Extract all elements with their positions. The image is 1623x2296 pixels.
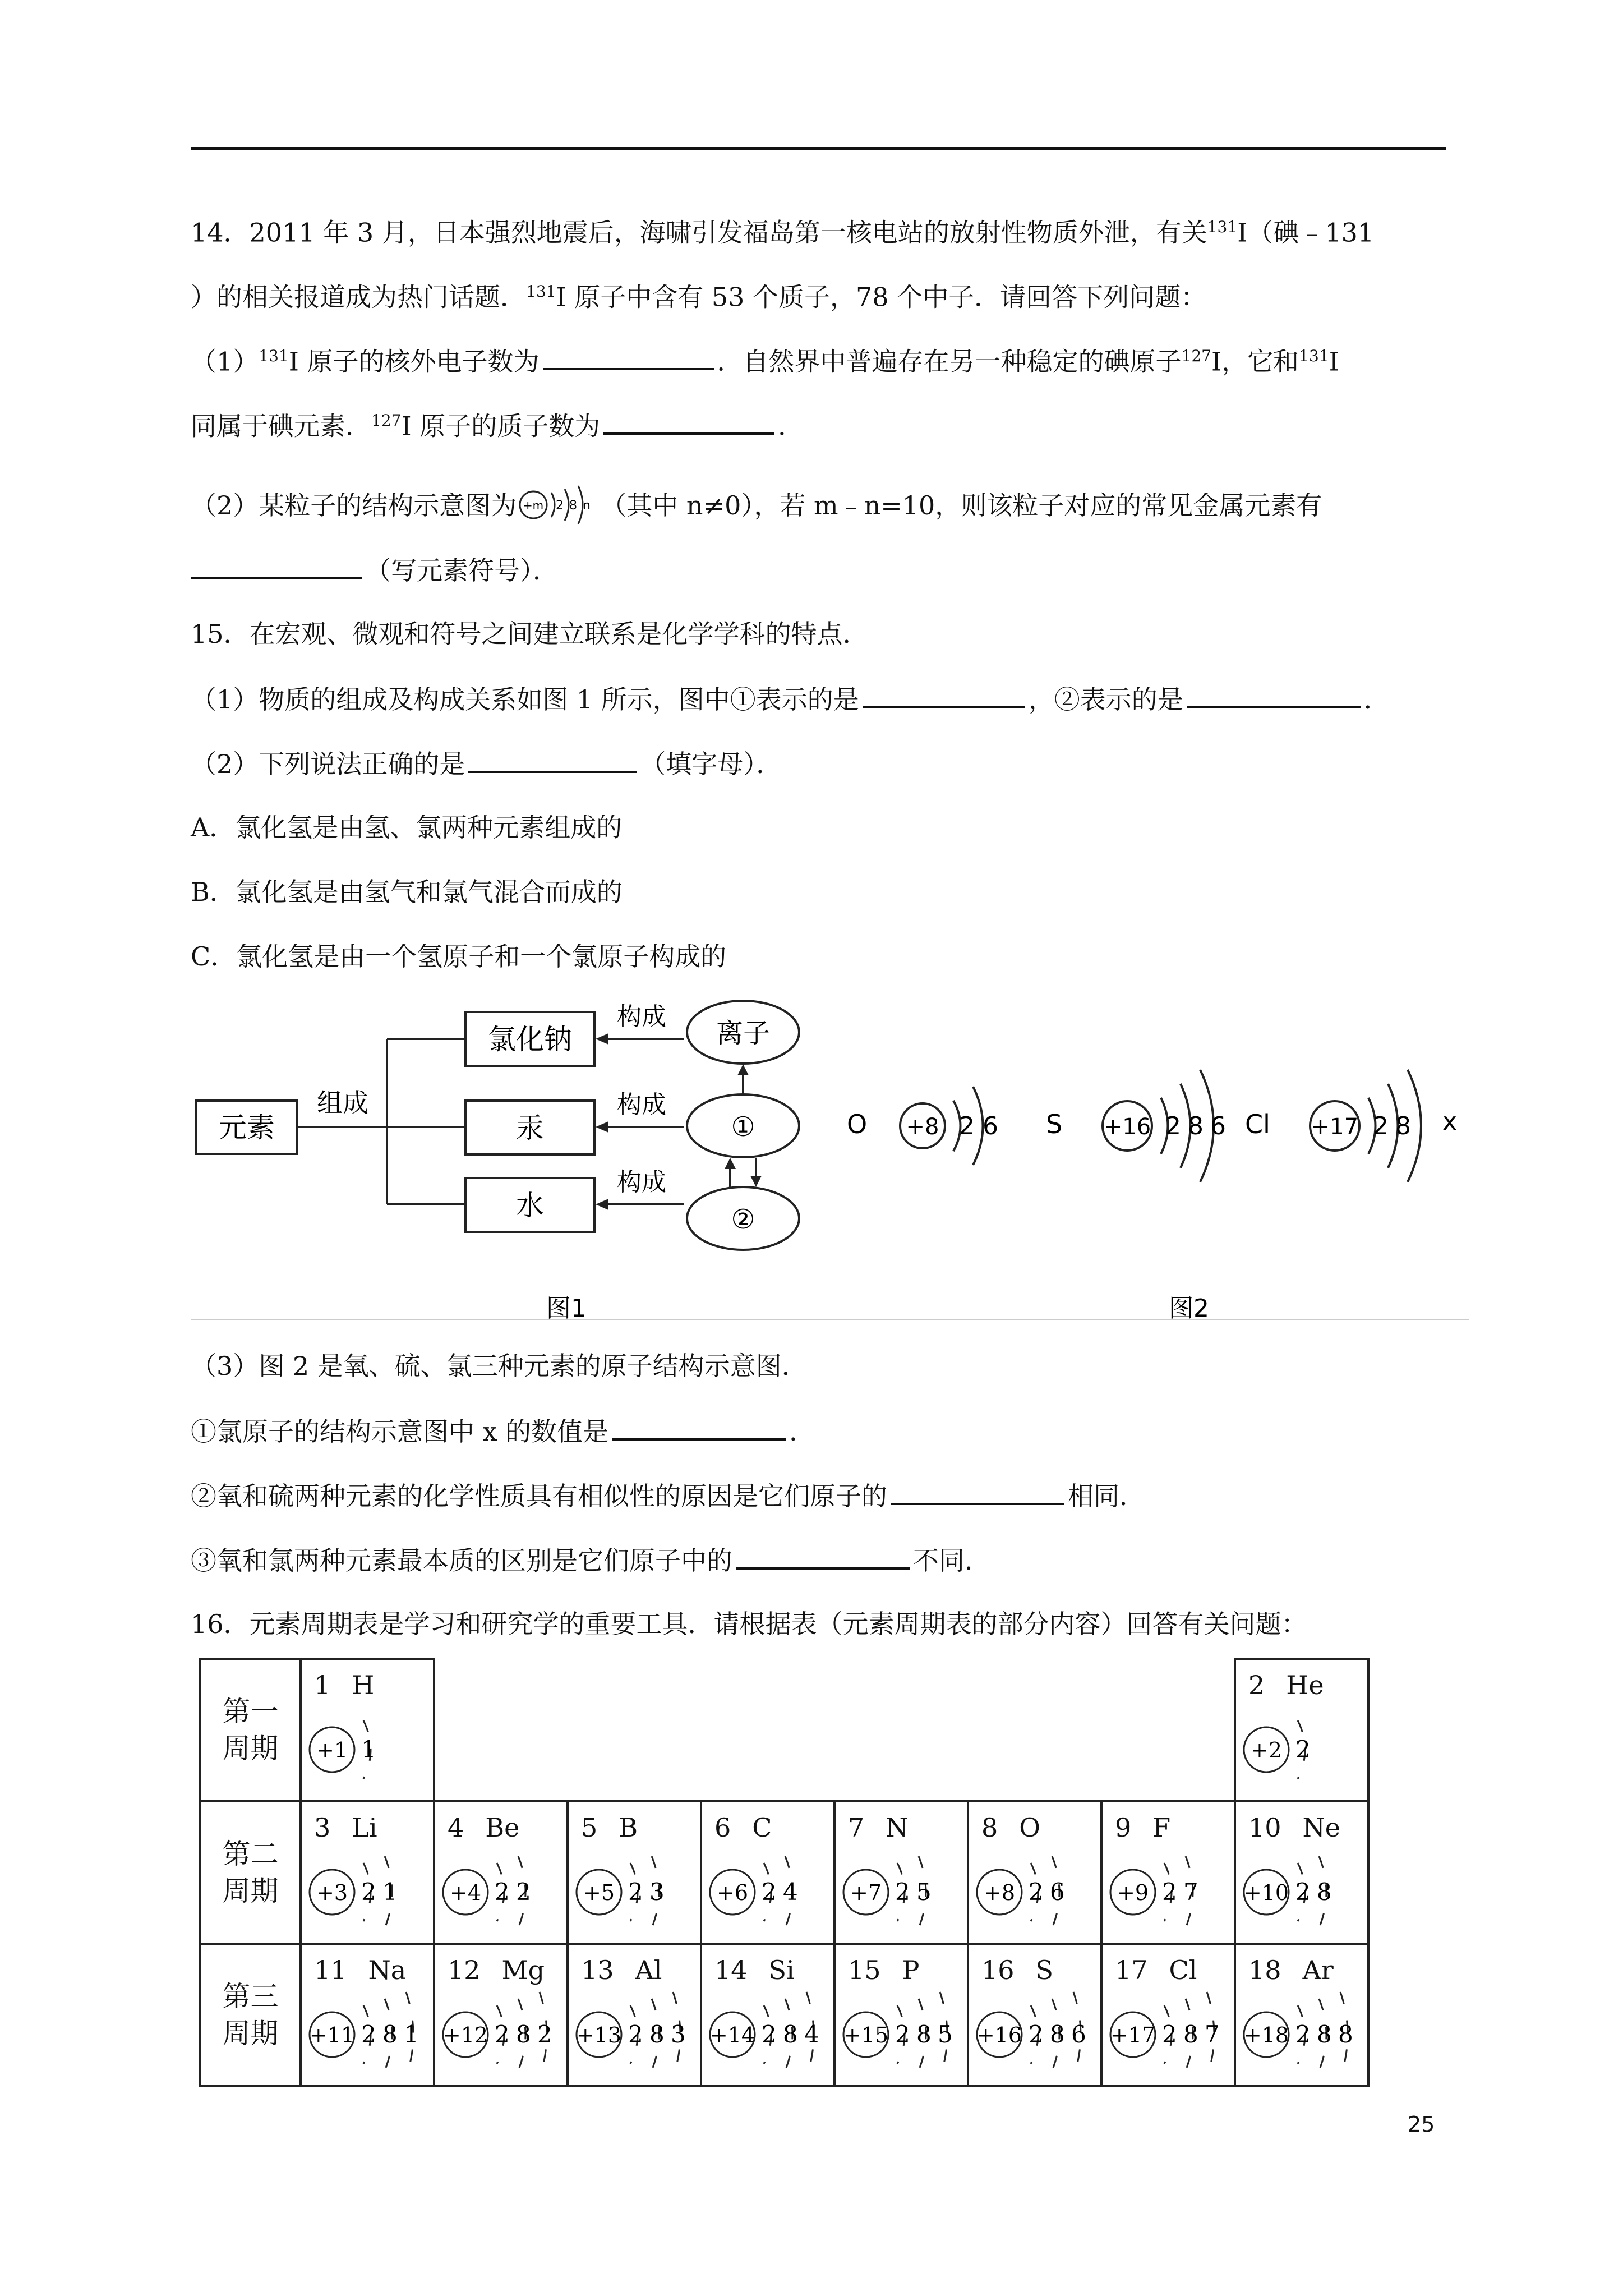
q14-text: ．自然界中普遍存在另一种稳定的碘原子	[717, 346, 1182, 377]
atomic-number: 18	[1248, 1955, 1281, 1985]
shell-electron-count: 8	[916, 2021, 932, 2048]
superscript: 131	[1299, 347, 1329, 365]
atomic-number: 16	[981, 1955, 1015, 1985]
circle-2-label: ②	[731, 1204, 755, 1235]
period-1-row	[200, 1659, 1368, 1801]
nucleus-charge: +15	[843, 2023, 889, 2047]
chlorine-symbol: Cl	[1245, 1109, 1270, 1139]
shell-electron-count: 2	[1295, 1878, 1311, 1906]
atomic-number: 9	[1115, 1812, 1132, 1843]
shell-electron-count: 4	[783, 1878, 798, 1906]
shell-electron-count: 8	[1050, 2021, 1065, 2048]
element-symbol: F	[1152, 1812, 1171, 1843]
superscript: 131	[526, 282, 556, 301]
q14-text: I 原子中含有 53 个质子，78 个中子．请回答下列问题：	[556, 282, 1207, 312]
q15-text: ．	[1363, 684, 1390, 715]
q14-line-6	[191, 553, 559, 587]
shell-electron-count: 8	[1338, 2021, 1353, 2048]
q14-text: ）的相关报道成为热门话题．	[191, 282, 526, 312]
shell-electron-count: 2	[628, 2021, 643, 2048]
element-heading	[448, 1812, 519, 1843]
construct-label: 构成	[617, 1168, 666, 1197]
oxygen-shell-1: 2	[959, 1112, 975, 1140]
element-heading	[714, 1955, 795, 1985]
answer-blank[interactable]	[543, 343, 714, 370]
shell-electron-count: 2	[895, 1878, 910, 1906]
element-heading	[1115, 1955, 1197, 1985]
atom-structure-diagram	[706, 1989, 831, 2081]
shell-electron-count: 8	[1317, 1878, 1332, 1906]
element-cell-Ne	[1235, 1801, 1368, 1944]
q16-line-1: 16．元素周期表是学习和研究学的重要工具．请根据表（元素周期表的部分内容）回答有关问题：	[191, 1609, 1307, 1639]
element-symbol: Si	[768, 1955, 795, 1985]
shell-electron-count: 2	[628, 1878, 643, 1906]
atom-structure-diagram	[1106, 1989, 1232, 2081]
atom-structure-diagram	[572, 1989, 698, 2081]
q15-text: ，②表示的是	[1028, 684, 1183, 715]
q15-text: ①氯原子的结构示意图中 x 的数值是	[191, 1416, 609, 1447]
atomic-number: 1	[314, 1670, 331, 1700]
element-cell-P	[834, 1944, 968, 2086]
shell-electron-count: 8	[1183, 2021, 1198, 2048]
period-label: 第三 周期	[200, 1944, 301, 2086]
answer-blank[interactable]	[612, 1414, 786, 1441]
shell-electron-count: 3	[649, 1878, 665, 1906]
q14-line-2	[191, 275, 1206, 314]
superscript: 127	[371, 411, 402, 430]
element-label: 元素	[219, 1111, 275, 1144]
sulfur-shell-2: 8	[1188, 1112, 1204, 1140]
q14-text: ．	[778, 411, 804, 441]
shell-electron-count: 8	[382, 2021, 398, 2048]
atom-structure-diagram	[972, 1989, 1098, 2081]
shell-electron-count: 2	[762, 2021, 777, 2048]
chlorine-shell-2: 8	[1395, 1112, 1411, 1140]
option-a: A．氯化氢是由氢、氯两种元素组成的	[191, 812, 623, 843]
shell-electron-count: 5	[938, 2021, 953, 2048]
nucleus-charge: +9	[1117, 1880, 1149, 1905]
sulfur-nucleus-label: +16	[1103, 1114, 1151, 1140]
figure-1-caption: 图1	[546, 1294, 587, 1323]
answer-blank[interactable]	[603, 408, 774, 435]
element-heading	[848, 1955, 920, 1985]
atomic-number: 4	[448, 1812, 464, 1843]
nucleus-charge: +16	[976, 2023, 1022, 2047]
circle-1-label: ①	[731, 1111, 755, 1143]
atomic-number: 5	[581, 1812, 598, 1843]
period-label: 第一 周期	[200, 1659, 301, 1801]
q14-text: 同属于碘元素．	[191, 411, 371, 441]
shell-electron-count: 7	[1205, 2021, 1220, 2048]
shell-electron-count: 2	[895, 2021, 910, 2048]
atom-structure-diagram	[305, 1846, 431, 1939]
atomic-number: 11	[314, 1955, 347, 1985]
q15-line-5	[191, 1414, 815, 1448]
element-heading	[1115, 1812, 1170, 1843]
q14-text: 14．2011 年 3 月，日本强烈地震后，海啸引发福岛第一核电站的放射性物质外泄，有关	[191, 217, 1207, 248]
q14-line-5	[191, 477, 1322, 539]
atom-structure-diagram	[839, 1846, 965, 1939]
atomic-number: 15	[848, 1955, 881, 1985]
q14-text: I 原子的质子数为	[401, 411, 601, 441]
element-symbol: Na	[368, 1955, 407, 1985]
shell-electron-count: 7	[1183, 1878, 1198, 1906]
atom-structure-diagram	[706, 1846, 831, 1939]
atomic-number: 14	[714, 1955, 748, 1985]
nucleus-charge: +2	[1250, 1738, 1283, 1763]
q14-line-4	[191, 404, 804, 443]
atom-structure-diagram	[839, 1989, 965, 2081]
q15-text: （1）物质的组成及构成关系如图 1 所示，图中①表示的是	[191, 684, 859, 715]
chlorine-nucleus-label: +17	[1311, 1114, 1359, 1140]
element-cell-Al	[568, 1944, 701, 2086]
atomic-number: 12	[448, 1955, 481, 1985]
header-rule	[191, 147, 1446, 150]
nucleus-charge: +7	[850, 1880, 882, 1905]
nucleus-charge: +11	[309, 2023, 355, 2047]
element-symbol: He	[1286, 1670, 1324, 1700]
shell-electron-count: 2	[495, 1878, 510, 1906]
element-heading	[981, 1812, 1040, 1843]
element-heading	[714, 1812, 772, 1843]
element-cell-B	[568, 1801, 701, 1944]
element-symbol: Al	[635, 1955, 662, 1985]
answer-blank[interactable]	[191, 553, 362, 579]
shell-electron-count: 1	[382, 1878, 398, 1906]
element-heading	[1248, 1812, 1340, 1843]
shell-electron-count: 6	[1050, 1878, 1065, 1906]
element-cell-S	[968, 1944, 1101, 2086]
q15-text: 相同．	[1068, 1481, 1145, 1511]
shell-electron-count: 2	[1029, 1878, 1044, 1906]
superscript: 131	[259, 347, 289, 365]
atom-structure-diagram	[1239, 1704, 1365, 1796]
element-heading	[448, 1955, 545, 1985]
figure-1-2	[191, 983, 1469, 1331]
mercury-label: 汞	[516, 1112, 544, 1144]
q15-line-1: 15．在宏观、微观和符号之间建立联系是化学学科的特点．	[191, 619, 869, 649]
shell-electron-count: 4	[804, 2021, 819, 2048]
element-cell-He	[1235, 1659, 1368, 1801]
q15-text: ③氧和氯两种元素最本质的区别是它们原子中的	[191, 1545, 732, 1576]
shell-electron-count: 1	[361, 1736, 376, 1763]
q14-text: I 原子的核外电子数为	[288, 346, 540, 377]
shell-electron-count: 1	[404, 2021, 419, 2048]
superscript: 131	[1207, 218, 1238, 236]
period-label: 第二 周期	[200, 1801, 301, 1944]
construct-label: 构成	[617, 1002, 666, 1031]
q14-text: （其中 n≠0），若 m﹣n=10，则该粒子对应的常见金属元素有	[601, 490, 1322, 521]
nucleus-charge: +14	[709, 2023, 755, 2047]
atom-structure-diagram	[1239, 1989, 1365, 2081]
atomic-number: 6	[714, 1812, 731, 1843]
period-3-row	[200, 1944, 1368, 2086]
q15-text: （2）下列说法正确的是	[191, 749, 465, 779]
atomic-number: 10	[1248, 1812, 1281, 1843]
element-heading	[1248, 1955, 1334, 1985]
shell-electron-count: 2	[361, 2021, 376, 2048]
element-cell-C	[701, 1801, 834, 1944]
element-symbol: Li	[352, 1812, 377, 1843]
shell-electron-count: 2	[1295, 1736, 1311, 1763]
element-cell-Mg	[434, 1944, 568, 2086]
option-c: C．氯化氢是由一个氢原子和一个氯原子构成的	[191, 941, 727, 972]
nucleus-charge: +5	[583, 1880, 615, 1905]
element-symbol: C	[752, 1812, 772, 1843]
shell-electron-count: 2	[1029, 2021, 1044, 2048]
element-symbol: P	[902, 1955, 920, 1985]
element-symbol: O	[1019, 1812, 1040, 1843]
atomic-number: 8	[981, 1812, 998, 1843]
atom-structure-diagram	[972, 1846, 1098, 1939]
element-symbol: Mg	[501, 1955, 545, 1985]
answer-blank[interactable]	[736, 1543, 910, 1570]
element-symbol: Be	[485, 1812, 520, 1843]
element-symbol: B	[619, 1812, 638, 1843]
nucleus-charge: +12	[442, 2023, 488, 2047]
q14-line-3	[191, 339, 1339, 378]
chlorine-shell-1: 2	[1373, 1112, 1389, 1140]
element-cell-Cl	[1101, 1944, 1235, 2086]
particle-structure-diagram	[517, 477, 601, 539]
shell-electron-count: 2	[361, 1878, 376, 1906]
atomic-number: 3	[314, 1812, 331, 1843]
shell-electron-count: 2	[1295, 2021, 1311, 2048]
element-symbol: H	[352, 1670, 375, 1700]
shell-electron-count: 8	[516, 2021, 531, 2048]
q14-text: （写元素符号）．	[365, 555, 559, 586]
element-cell-Na	[301, 1944, 434, 2086]
q14-text: （1）	[191, 346, 259, 377]
atomic-number: 2	[1248, 1670, 1265, 1700]
q15-text: ②氧和硫两种元素的化学性质具有相似性的原因是它们原子的	[191, 1481, 887, 1511]
element-cell-Ar	[1235, 1944, 1368, 2086]
shell-label: n	[583, 499, 591, 513]
nucleus-charge: +18	[1243, 2023, 1289, 2047]
element-heading	[314, 1955, 406, 1985]
shell-electron-count: 2	[1162, 1878, 1177, 1906]
nucleus-charge: +10	[1243, 1880, 1289, 1905]
option-b: B．氯化氢是由氢气和氯气混合而成的	[191, 877, 623, 907]
page-number: 25	[1408, 2112, 1435, 2137]
atom-structure-diagram	[305, 1989, 431, 2081]
shell-electron-count: 2	[762, 1878, 777, 1906]
period-2-row	[200, 1801, 1368, 1944]
shell-electron-count: 5	[916, 1878, 932, 1906]
q15-text: ．	[789, 1416, 815, 1447]
element-heading	[314, 1670, 374, 1700]
sulfur-shell-3: 6	[1210, 1112, 1226, 1140]
answer-blank[interactable]	[863, 682, 1025, 708]
q14-text: I，它和	[1211, 346, 1299, 377]
element-symbol: Cl	[1169, 1955, 1197, 1985]
shell-electron-count: 3	[671, 2021, 686, 2048]
q15-line-3	[191, 746, 782, 781]
q14-text: I（碘﹣131	[1237, 217, 1375, 248]
q14-text: （2）某粒子的结构示意图为	[191, 490, 517, 521]
q14-line-1	[191, 210, 1374, 249]
element-cell-Be	[434, 1801, 568, 1944]
nucleus-charge: +1	[316, 1738, 348, 1763]
sulfur-shell-1: 2	[1165, 1112, 1181, 1140]
q15-line-2	[191, 682, 1390, 716]
element-symbol: Ar	[1302, 1955, 1334, 1985]
element-cell-N	[834, 1801, 968, 1944]
atom-structure-diagram	[572, 1846, 698, 1939]
q15-line-7	[191, 1543, 990, 1577]
q15-line-4: （3）图 2 是氧、硫、氯三种元素的原子结构示意图．	[191, 1351, 808, 1381]
atomic-number: 17	[1115, 1955, 1148, 1985]
q14-text: I	[1329, 346, 1339, 377]
q15-line-6	[191, 1478, 1145, 1513]
nucleus-charge: +4	[449, 1880, 482, 1905]
nucleus-charge: +17	[1110, 2023, 1156, 2047]
superscript: 127	[1181, 347, 1211, 365]
compose-label: 组成	[317, 1088, 368, 1118]
element-heading	[981, 1955, 1053, 1985]
figure-2-caption: 图2	[1169, 1294, 1209, 1323]
figure-frame	[191, 983, 1469, 1319]
element-cell-Si	[701, 1944, 834, 2086]
atom-structure-diagram	[305, 1704, 431, 1796]
answer-blank[interactable]	[468, 746, 637, 773]
element-cell-Li	[301, 1801, 434, 1944]
atom-structure-diagram	[439, 1846, 564, 1939]
nucleus-charge: +6	[716, 1880, 749, 1905]
element-symbol: Ne	[1302, 1812, 1341, 1843]
oxygen-nucleus-label: +8	[906, 1114, 939, 1140]
ion-label: 离子	[716, 1018, 771, 1049]
chlorine-shell-3: x	[1442, 1107, 1458, 1136]
shell-electron-count: 8	[649, 2021, 665, 2048]
nucleus-label: +m	[523, 499, 544, 512]
element-heading	[314, 1812, 377, 1843]
construct-label: 构成	[617, 1091, 666, 1119]
element-heading	[1248, 1670, 1324, 1700]
atom-structure-diagram	[439, 1989, 564, 2081]
oxygen-symbol: O	[847, 1109, 868, 1139]
sulfur-symbol: S	[1046, 1109, 1063, 1139]
shell-electron-count: 2	[537, 2021, 552, 2048]
shell-electron-count: 2	[495, 2021, 510, 2048]
nacl-label: 氯化钠	[488, 1023, 572, 1056]
answer-blank[interactable]	[891, 1478, 1064, 1505]
atomic-number: 7	[848, 1812, 865, 1843]
q15-text: （填字母）．	[640, 749, 782, 779]
shell-electron-count: 6	[1071, 2021, 1086, 2048]
element-heading	[581, 1955, 662, 1985]
atom-structure-diagram	[1106, 1846, 1232, 1939]
oxygen-shell-2: 6	[983, 1112, 998, 1140]
q15-text: 不同．	[913, 1545, 990, 1576]
element-symbol: N	[886, 1812, 909, 1843]
shell-electron-count: 2	[1162, 2021, 1177, 2048]
element-heading	[581, 1812, 638, 1843]
element-symbol: S	[1035, 1955, 1054, 1985]
atom-structure-diagram	[1239, 1846, 1365, 1939]
element-heading	[848, 1812, 909, 1843]
shell-electron-count: 8	[783, 2021, 798, 2048]
element-cell-H	[301, 1659, 434, 1801]
element-cell-O	[968, 1801, 1101, 1944]
element-cell-F	[1101, 1801, 1235, 1944]
nucleus-charge: +3	[316, 1880, 348, 1905]
nucleus-charge: +8	[983, 1880, 1016, 1905]
shell-electron-count: 8	[1317, 2021, 1332, 2048]
nucleus-charge: +13	[576, 2023, 622, 2047]
answer-blank[interactable]	[1187, 682, 1361, 708]
atomic-number: 13	[581, 1955, 614, 1985]
periodic-table	[199, 1658, 1370, 2087]
shell-label: 2	[556, 499, 564, 513]
shell-electron-count: 2	[516, 1878, 531, 1906]
water-label: 水	[516, 1189, 544, 1222]
shell-label: 8	[569, 499, 578, 513]
